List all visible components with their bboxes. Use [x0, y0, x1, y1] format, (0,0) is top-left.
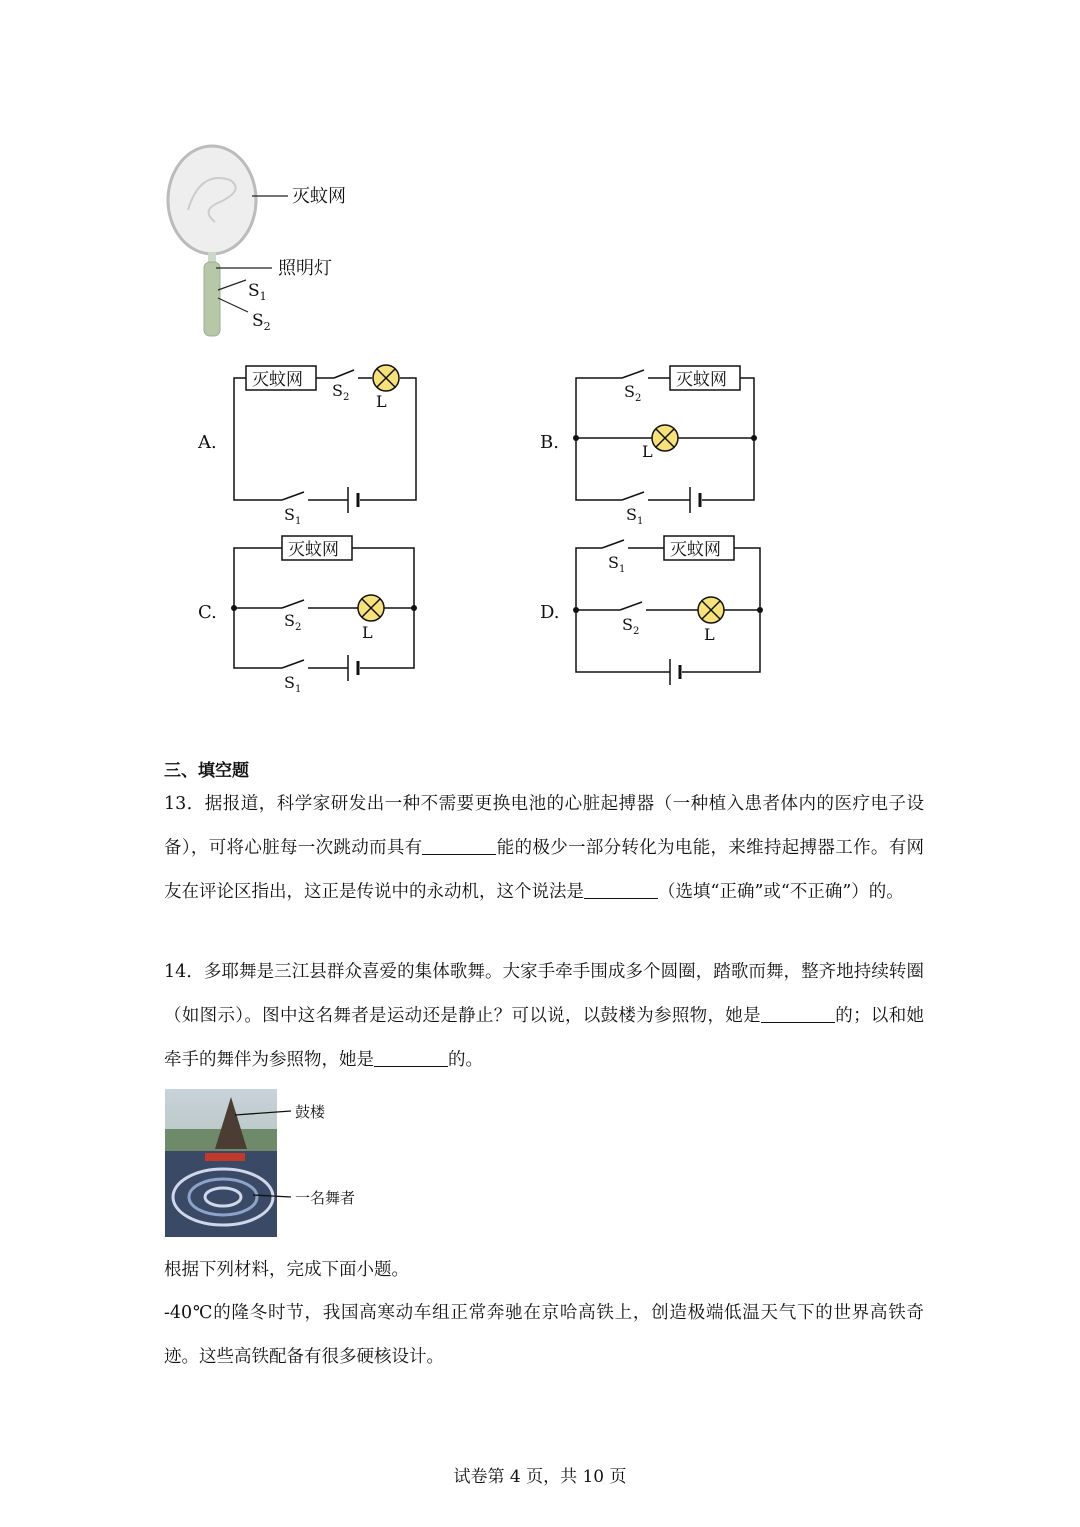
q14-text-1: 14．多耶舞是三江县群众喜爱的集体歌舞。大家手牵手围成多个圆圈，踏歌而舞，整齐地持续转圈（如图示）。图中这名舞者是运动还是静止？可以说，以鼓楼为参照物，她是 [164, 962, 924, 1026]
junction [231, 605, 237, 611]
switch-s1-blade [282, 660, 304, 668]
q14-blank-2[interactable] [374, 1048, 448, 1067]
wire [576, 378, 622, 500]
section-title: 三、填空题 [164, 761, 249, 781]
lamp-label: L [642, 442, 653, 461]
s2-label: $S_2$ [332, 381, 350, 403]
lamp-label: L [362, 623, 373, 642]
q13-blank-1[interactable] [422, 836, 496, 855]
s1-label: $S_1$ [626, 505, 644, 527]
option-a-letter[interactable]: A. [198, 432, 217, 453]
s2-label: $S_2$ [622, 615, 640, 637]
question-13 [164, 782, 924, 914]
switch-s1-blade [602, 540, 624, 548]
net-box-label: 灭蚊网 [670, 540, 721, 560]
s1-pointer-line [218, 280, 246, 290]
junction [751, 435, 757, 441]
s2-pointer-line [218, 298, 248, 312]
junction [411, 605, 417, 611]
switch-s2-blade [622, 370, 644, 378]
racket-net-label: 灭蚊网 [292, 186, 346, 207]
q14-blank-1[interactable] [761, 1004, 835, 1023]
circuit-a [230, 360, 430, 530]
q13-text-2: 能的极少一部分转化为电能，来维持起搏器工作。有网友在评论区指出，这正是传说中的永动机，这个说法是 [164, 838, 925, 902]
circuit-d [572, 530, 772, 700]
s2-label: $S_2$ [284, 611, 302, 633]
wire [234, 378, 282, 500]
junction [757, 607, 763, 613]
option-d-letter[interactable]: D. [540, 602, 560, 623]
question-14 [164, 950, 924, 1082]
switch-s2-blade [620, 602, 642, 610]
junction [573, 435, 579, 441]
option-c-letter[interactable]: C. [198, 602, 217, 623]
q14-text-2: 的；以和她牵手的舞伴为参照物，她是 [164, 1006, 925, 1070]
page-footer: 试卷第 4 页，共 10 页 [453, 1467, 627, 1487]
switch-s1-blade [282, 492, 304, 500]
dancer-label: 一名舞者 [295, 1189, 356, 1207]
s1-label: $S_1$ [608, 553, 626, 575]
racket-lamp-label: 照明灯 [278, 258, 332, 279]
dance-photo [165, 1089, 425, 1241]
mosquito-racket-figure [160, 140, 380, 345]
net-box-label: 灭蚊网 [288, 540, 339, 560]
lamp-label: L [376, 392, 387, 411]
junction [573, 607, 579, 613]
switch-s2-blade [334, 370, 354, 378]
net-box-label: 灭蚊网 [676, 370, 727, 390]
q13-text-3: （选填“正确”或“不正确”）的。 [658, 882, 904, 902]
q13-text-1: 13．据报道，科学家研发出一种不需要更换电池的心脏起搏器（一种植入患者体内的医疗电子设备），可将心脏每一次跳动而具有 [164, 794, 924, 858]
q14-text-3: 的。 [448, 1050, 483, 1070]
s2-label: $S_2$ [624, 382, 642, 404]
q13-blank-2[interactable] [584, 880, 658, 899]
wire [360, 378, 416, 500]
racket-s2-label: $S_2$ [252, 311, 271, 333]
material-intro: 根据下列材料，完成下面小题。 [164, 1260, 409, 1280]
circuit-c [230, 530, 430, 700]
material-text: -40℃的隆冬时节，我国高寒动车组正常奔驰在京哈高铁上，创造极端低温天气下的世界高铁奇迹。这些高铁配备有很多硬核设计。 [164, 1303, 924, 1367]
racket-s1-label: $S_1$ [248, 281, 267, 303]
lamp-label: L [704, 625, 715, 644]
circuit-b [572, 360, 772, 530]
switch-s1-blade [622, 492, 644, 500]
net-box-label: 灭蚊网 [252, 370, 303, 390]
s1-label: $S_1$ [284, 673, 302, 695]
drum-tower-label: 鼓楼 [295, 1103, 326, 1121]
racket-net-head [168, 146, 256, 254]
wire [702, 378, 754, 500]
option-b-letter[interactable]: B. [540, 432, 559, 453]
racket-handle [204, 262, 220, 336]
switch-s2-blade [282, 600, 304, 608]
stage-banner [205, 1153, 245, 1161]
s1-label: $S_1$ [284, 505, 302, 527]
